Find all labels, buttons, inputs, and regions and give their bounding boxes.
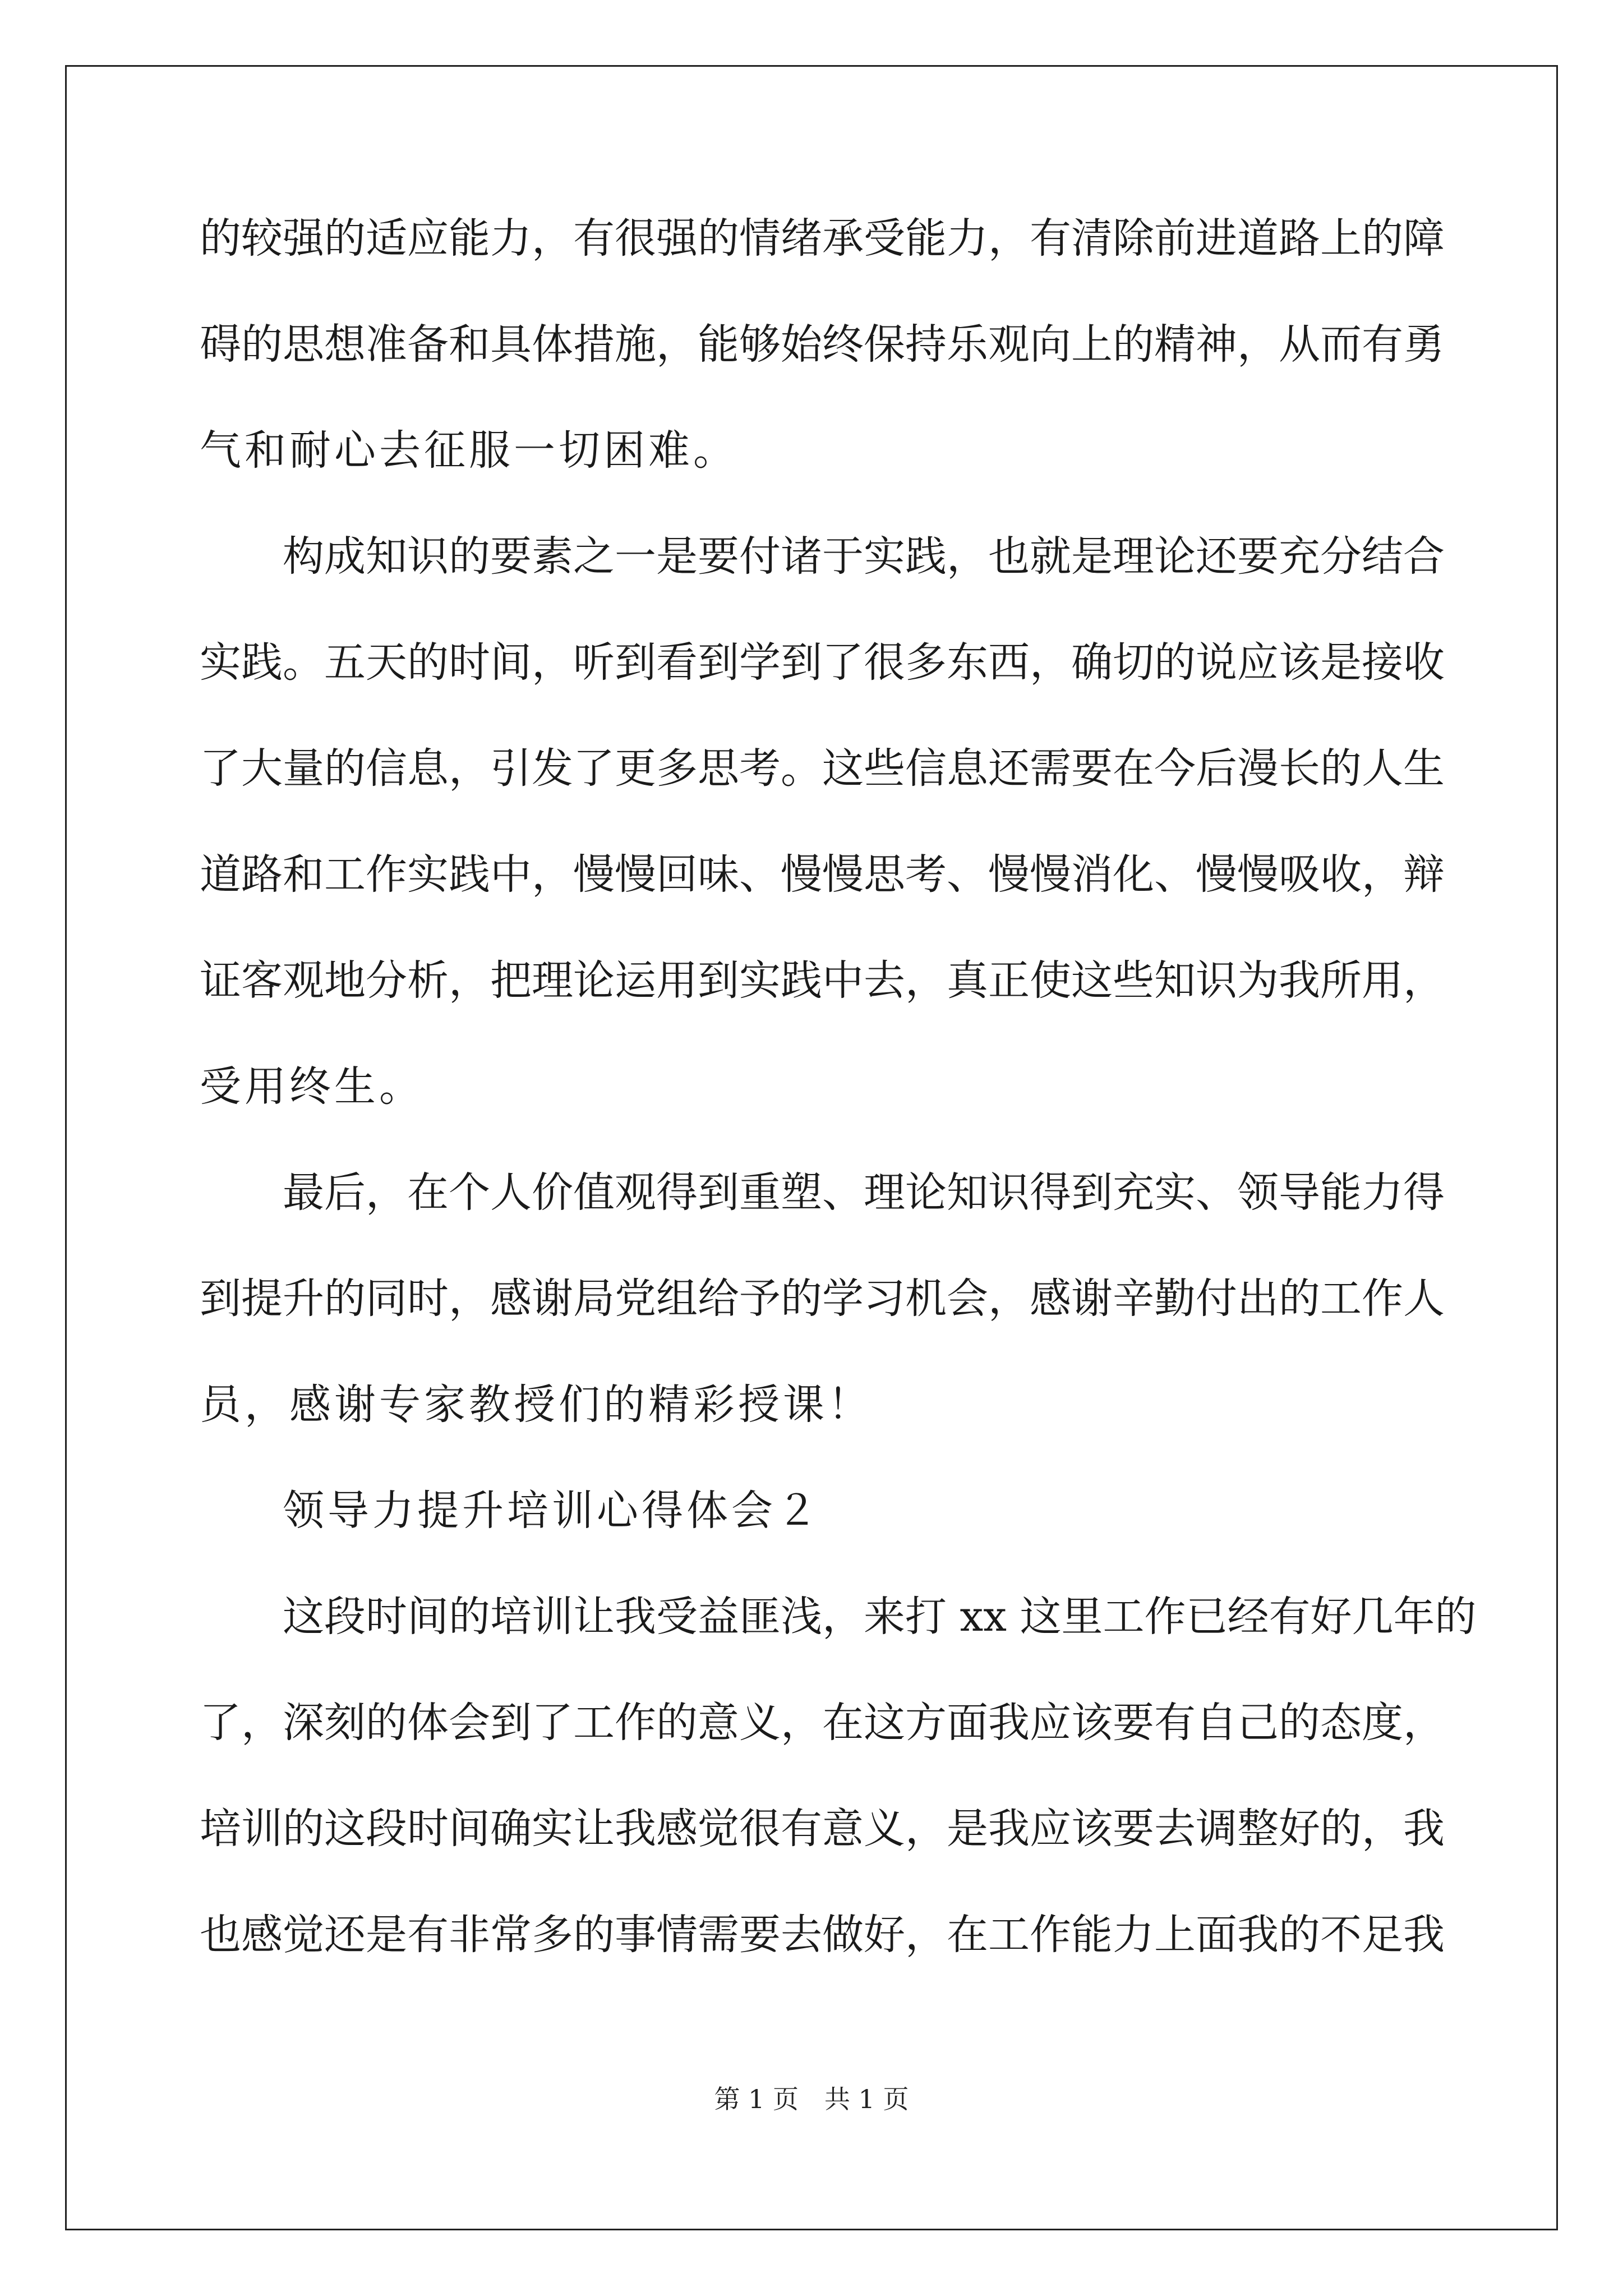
section-heading: 领导力提升培训心得体会２ bbox=[283, 1487, 821, 1535]
text-line: 培训的这段时间确实让我感觉很有意义，是我应该要去调整好的，我 bbox=[200, 1805, 1445, 1853]
paragraph-first-line: 构成知识的要素之一是要付诸于实践，也就是理论还要充分结合 bbox=[283, 532, 1445, 581]
text-line: 碍的思想准备和具体措施，能够始终保持乐观向上的精神，从而有勇 bbox=[200, 320, 1445, 369]
paragraph-first-line: 最后，在个人价值观得到重塑、理论知识得到充实、领导能力得 bbox=[283, 1168, 1445, 1217]
text-line: 了，深刻的体会到了工作的意义，在这方面我应该要有自己的态度， bbox=[200, 1699, 1445, 1747]
page-number: 第 1 页 bbox=[714, 2084, 799, 2114]
page-total: 共 1 页 bbox=[824, 2084, 909, 2114]
text-line: 员，感谢专家教授们的精彩授课！ bbox=[200, 1381, 873, 1429]
text-line: 也感觉还是有非常多的事情需要去做好，在工作能力上面我的不足我 bbox=[200, 1911, 1445, 1959]
text-line: 实践。五天的时间，听到看到学到了很多东西，确切的说应该是接收 bbox=[200, 638, 1445, 687]
text-line: 证客观地分析，把理论运用到实践中去，真正使这些知识为我所用， bbox=[200, 956, 1445, 1005]
text-line: 的较强的适应能力，有很强的情绪承受能力，有清除前进道路上的障 bbox=[200, 214, 1445, 263]
text-line: 了大量的信息，引发了更多思考。这些信息还需要在今后漫长的人生 bbox=[200, 744, 1445, 793]
text-line: 道路和工作实践中，慢慢回味、慢慢思考、慢慢消化、慢慢吸收，辩 bbox=[200, 850, 1445, 899]
text-line: 到提升的同时，感谢局党组给予的学习机会，感谢辛勤付出的工作人 bbox=[200, 1274, 1445, 1323]
page-footer bbox=[0, 2082, 1623, 2116]
text-line: 气和耐心去征服一切困难。 bbox=[200, 426, 738, 475]
text-line: 受用终生。 bbox=[200, 1062, 424, 1111]
paragraph-first-line: 这段时间的培训让我受益匪浅，来打 xx 这里工作已经有好几年的 bbox=[283, 1593, 1477, 1641]
